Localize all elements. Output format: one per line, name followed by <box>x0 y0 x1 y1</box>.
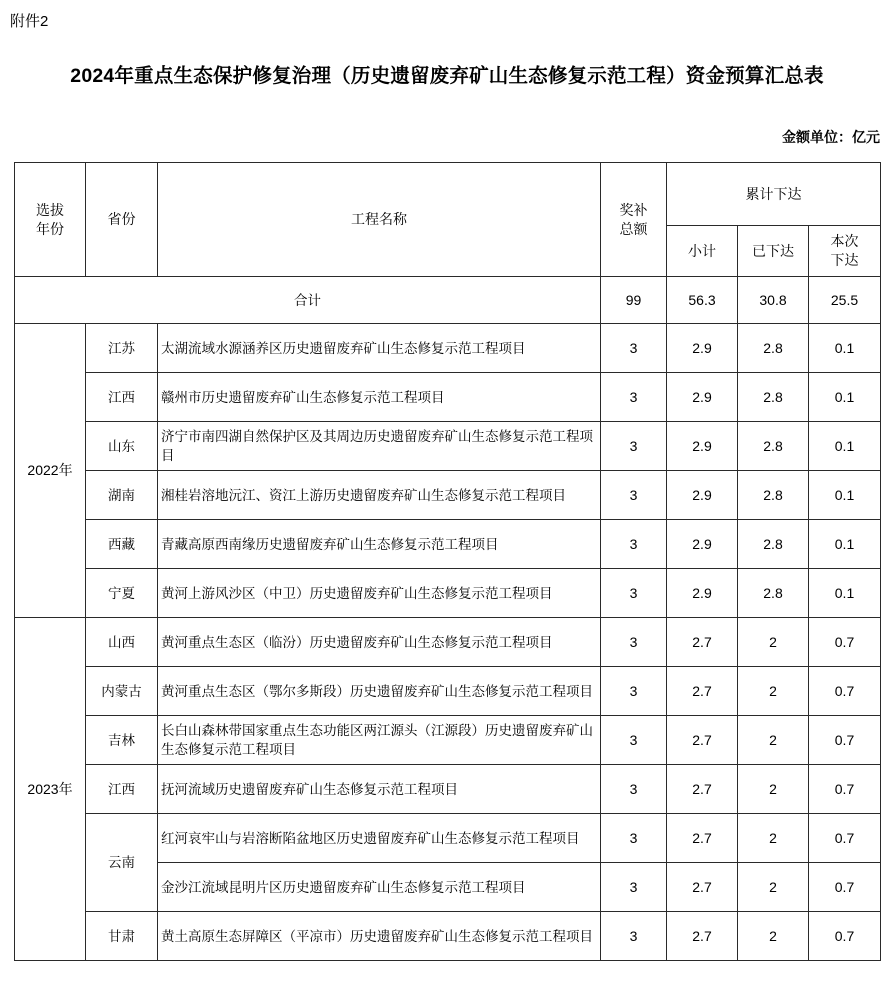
cell-province: 西藏 <box>86 520 158 569</box>
table-row <box>15 912 881 961</box>
cell-project-name: 长白山森林带国家重点生态功能区两江源头（江源段）历史遗留废弃矿山生态修复示范工程项目 <box>158 716 601 765</box>
cell-this-time: 0.7 <box>809 716 881 765</box>
cell-award-total: 3 <box>601 912 667 961</box>
table-row <box>15 667 881 716</box>
column-header-project-name: 工程名称 <box>158 163 601 277</box>
cell-already-issued: 2 <box>738 863 809 912</box>
cell-subtotal: 2.7 <box>667 814 738 863</box>
cell-project-name: 赣州市历史遗留废弃矿山生态修复示范工程项目 <box>158 373 601 422</box>
cell-this-time: 0.1 <box>809 422 881 471</box>
cell-award-total: 3 <box>601 618 667 667</box>
table-row <box>15 422 881 471</box>
cell-project-name: 金沙江流域昆明片区历史遗留废弃矿山生态修复示范工程项目 <box>158 863 601 912</box>
cell-province: 江苏 <box>86 324 158 373</box>
cell-award-total: 3 <box>601 324 667 373</box>
cell-this-time: 0.1 <box>809 373 881 422</box>
cell-already-issued: 2 <box>738 912 809 961</box>
cell-selection-year: 2022年 <box>15 324 86 618</box>
budget-table <box>14 162 881 961</box>
column-header-this-time-issued-line2: 下达 <box>830 252 859 268</box>
table-row <box>15 618 881 667</box>
column-header-cumulative-issued: 累计下达 <box>667 163 881 226</box>
cell-this-time: 0.7 <box>809 863 881 912</box>
column-header-award-total <box>601 163 667 277</box>
total-row-label: 合计 <box>15 277 601 324</box>
cell-project-name: 黄河重点生态区（临汾）历史遗留废弃矿山生态修复示范工程项目 <box>158 618 601 667</box>
table-row <box>15 471 881 520</box>
budget-table-wrapper <box>14 162 880 961</box>
cell-province: 宁夏 <box>86 569 158 618</box>
cell-subtotal: 2.9 <box>667 471 738 520</box>
cell-subtotal: 2.9 <box>667 520 738 569</box>
table-row <box>15 373 881 422</box>
cell-province: 江西 <box>86 765 158 814</box>
column-header-award-total-line1: 奖补 <box>619 201 648 218</box>
table-row <box>15 765 881 814</box>
cell-project-name: 黄河重点生态区（鄂尔多斯段）历史遗留废弃矿山生态修复示范工程项目 <box>158 667 601 716</box>
cell-award-total: 3 <box>601 569 667 618</box>
cell-award-total: 3 <box>601 667 667 716</box>
cell-province: 云南 <box>86 814 158 912</box>
attachment-label: 附件2 <box>10 13 49 30</box>
column-header-selection-year-line1: 选拔 <box>36 201 64 218</box>
cell-this-time: 0.1 <box>809 569 881 618</box>
cell-project-name: 湘桂岩溶地沅江、资江上游历史遗留废弃矿山生态修复示范工程项目 <box>158 471 601 520</box>
column-header-this-time-issued-line1: 本次 <box>830 233 859 249</box>
cell-selection-year: 2023年 <box>15 618 86 961</box>
cell-project-name: 抚河流域历史遗留废弃矿山生态修复示范工程项目 <box>158 765 601 814</box>
column-header-this-time-issued <box>809 226 881 277</box>
page-title: 2024年重点生态保护修复治理（历史遗留废弃矿山生态修复示范工程）资金预算汇总表 <box>70 65 824 87</box>
cell-province: 甘肃 <box>86 912 158 961</box>
cell-project-name: 红河哀牢山与岩溶断陷盆地区历史遗留废弃矿山生态修复示范工程项目 <box>158 814 601 863</box>
cell-this-time: 0.1 <box>809 324 881 373</box>
cell-province: 山东 <box>86 422 158 471</box>
cell-this-time: 0.1 <box>809 471 881 520</box>
column-header-already-issued: 已下达 <box>738 226 809 277</box>
column-header-province: 省份 <box>86 163 158 277</box>
cell-subtotal: 2.7 <box>667 716 738 765</box>
cell-award-total: 3 <box>601 863 667 912</box>
cell-subtotal: 2.9 <box>667 422 738 471</box>
column-header-subtotal: 小计 <box>667 226 738 277</box>
total-row-already-issued: 30.8 <box>738 277 809 324</box>
cell-this-time: 0.7 <box>809 765 881 814</box>
cell-project-name: 济宁市南四湖自然保护区及其周边历史遗留废弃矿山生态修复示范工程项目 <box>158 422 601 471</box>
cell-subtotal: 2.9 <box>667 324 738 373</box>
cell-award-total: 3 <box>601 373 667 422</box>
cell-project-name: 黄河上游风沙区（中卫）历史遗留废弃矿山生态修复示范工程项目 <box>158 569 601 618</box>
cell-this-time: 0.7 <box>809 618 881 667</box>
cell-award-total: 3 <box>601 520 667 569</box>
table-row <box>15 569 881 618</box>
cell-project-name: 太湖流域水源涵养区历史遗留废弃矿山生态修复示范工程项目 <box>158 324 601 373</box>
amount-unit-note: 金额单位：亿元 <box>782 129 880 145</box>
cell-subtotal: 2.9 <box>667 569 738 618</box>
table-row-total <box>15 277 881 324</box>
cell-subtotal: 2.7 <box>667 667 738 716</box>
cell-this-time: 0.7 <box>809 667 881 716</box>
total-row-award-total: 99 <box>601 277 667 324</box>
table-body <box>15 277 881 961</box>
column-header-selection-year <box>15 163 86 277</box>
total-row-this-time: 25.5 <box>809 277 881 324</box>
cell-already-issued: 2.8 <box>738 373 809 422</box>
column-header-selection-year-line2: 年份 <box>36 220 64 237</box>
cell-subtotal: 2.9 <box>667 373 738 422</box>
total-row-subtotal: 56.3 <box>667 277 738 324</box>
table-row <box>15 716 881 765</box>
cell-province: 湖南 <box>86 471 158 520</box>
cell-already-issued: 2.8 <box>738 569 809 618</box>
cell-award-total: 3 <box>601 814 667 863</box>
cell-this-time: 0.7 <box>809 814 881 863</box>
cell-subtotal: 2.7 <box>667 863 738 912</box>
cell-award-total: 3 <box>601 765 667 814</box>
column-header-award-total-line2: 总额 <box>619 220 648 237</box>
header-row-primary <box>15 163 881 226</box>
cell-project-name: 黄土高原生态屏障区（平凉市）历史遗留废弃矿山生态修复示范工程项目 <box>158 912 601 961</box>
cell-already-issued: 2 <box>738 765 809 814</box>
cell-province: 内蒙古 <box>86 667 158 716</box>
cell-already-issued: 2.8 <box>738 324 809 373</box>
cell-already-issued: 2 <box>738 618 809 667</box>
table-row <box>15 324 881 373</box>
cell-province: 吉林 <box>86 716 158 765</box>
cell-award-total: 3 <box>601 471 667 520</box>
cell-award-total: 3 <box>601 716 667 765</box>
cell-subtotal: 2.7 <box>667 765 738 814</box>
cell-this-time: 0.7 <box>809 912 881 961</box>
cell-project-name: 青藏高原西南缘历史遗留废弃矿山生态修复示范工程项目 <box>158 520 601 569</box>
cell-this-time: 0.1 <box>809 520 881 569</box>
cell-already-issued: 2 <box>738 716 809 765</box>
table-row <box>15 520 881 569</box>
cell-already-issued: 2.8 <box>738 471 809 520</box>
cell-subtotal: 2.7 <box>667 618 738 667</box>
cell-province: 山西 <box>86 618 158 667</box>
cell-already-issued: 2 <box>738 667 809 716</box>
cell-province: 江西 <box>86 373 158 422</box>
table-row <box>15 814 881 863</box>
cell-already-issued: 2.8 <box>738 422 809 471</box>
cell-already-issued: 2.8 <box>738 520 809 569</box>
cell-subtotal: 2.7 <box>667 912 738 961</box>
cell-already-issued: 2 <box>738 814 809 863</box>
cell-award-total: 3 <box>601 422 667 471</box>
table-header <box>15 163 881 277</box>
